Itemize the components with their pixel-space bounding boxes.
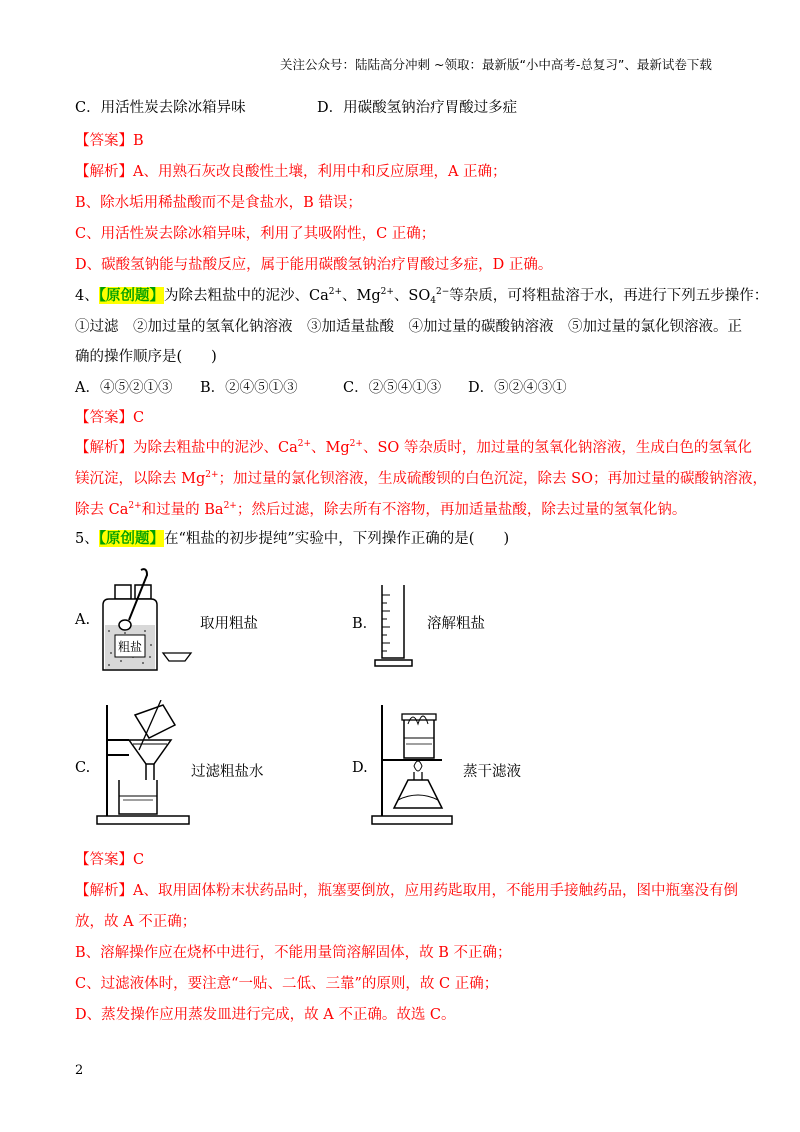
q3-analysis-c: C、用活性炭去除冰箱异味，利用了其吸附性，C 正确；: [75, 226, 436, 242]
page-header: 关注公众号：陆陆高分冲刺 ~领取：最新版“小中高考-总复习”、最新试卷下载: [280, 57, 712, 72]
q5-analysis-b: B、溶解操作应在烧杯中进行，不能用量筒溶解固体，故 B 不正确；: [75, 945, 512, 961]
q5-analysis-line1b: 放，故 A 不正确；: [75, 914, 197, 930]
q4-answer: 【答案】C: [75, 410, 145, 426]
evaporation-setup-figure: [368, 700, 458, 830]
page-number: 2: [75, 1063, 84, 1078]
q5-option-d-label: D.: [352, 760, 368, 776]
q4-analysis-line3: 除去 $Ca^{2+}$和过量的 $Ba^{2+}$；然后过滤，除去所有不溶物，再加适量盐酸，除去过量的氢氧化钠。: [75, 501, 687, 518]
q4-stem-end: 确的操作顺序是( ): [75, 349, 217, 365]
analysis-tag: 【解析】: [75, 164, 133, 180]
q4-analysis-line2: 镁沉淀，以除去 $Mg^{2+}$；加过量的氯化钡溶液，生成硫酸钡的白色沉淀，除去 SO；再加过量的碳酸钠溶液，: [75, 470, 767, 487]
q4-option-b: B．②④⑤①③: [200, 380, 298, 396]
q3-option-d: D．用碳酸氢钠治疗胃酸过多症: [317, 100, 518, 116]
q5-option-a-label: A.: [75, 612, 91, 628]
q5-analysis-c: C、过滤液体时，要注意“一贴、二低、三靠”的原则，故 C 正确；: [75, 976, 499, 992]
reagent-jar-figure: [95, 565, 205, 680]
q5-option-b-caption: 溶解粗盐: [427, 616, 485, 632]
q3-answer: 【答案】B: [75, 133, 144, 149]
q5-analysis-line1: 【解析】A、取用固体粉末状药品时，瓶塞要倒放，应用药匙取用，不能用手接触药品，图中瓶塞没有倒: [75, 883, 738, 899]
q3-option-c: C．用活性炭去除冰箱异味: [75, 100, 246, 116]
q4-option-c: C．②⑤④①③: [343, 380, 442, 396]
original-question-tag: 【原创题】: [98, 530, 164, 547]
q3-analysis-b: B、除水垢用稀盐酸而不是食盐水，B 错误；: [75, 195, 362, 211]
q5-option-c-caption: 过滤粗盐水: [191, 764, 264, 780]
filtration-setup-figure: [95, 700, 195, 830]
q5-answer: 【答案】C: [75, 852, 145, 868]
q4-option-a: A．④⑤②①③: [75, 380, 173, 396]
q4-option-d: D．⑤②④③①: [468, 380, 567, 396]
q5-option-a-caption: 取用粗盐: [200, 616, 258, 632]
q4-steps: ①过滤 ②加过量的氢氧化钠溶液 ③加适量盐酸 ④加过量的碳酸钠溶液 ⑤加过量的氯化钡溶液。正: [75, 319, 742, 335]
q4-stem: 4、【原创题】为除去粗盐中的泥沙、$Ca^{2+}$、$Mg^{2+}$、$SO_4^{2-}$等杂质，可将粗盐溶于水，再进行下列五步操作：: [75, 287, 769, 306]
q5-option-c-label: C.: [75, 760, 91, 776]
q5-option-b-label: B．: [352, 616, 378, 632]
q4-analysis-line1: 【解析】为除去粗盐中的泥沙、$Ca^{2+}$、$Mg^{2+}$、SO 等杂质时，加过量的氢氧化钠溶液，生成白色的氢氧化: [75, 439, 752, 456]
q3-analysis-d: D、碳酸氢钠能与盐酸反应，属于能用碳酸氢钠治疗胃酸过多症，D 正确。: [75, 257, 553, 273]
graduated-cylinder-figure: [370, 580, 420, 670]
q5-analysis-d: D、蒸发操作应用蒸发皿进行完成，故 A 不正确。故选 C。: [75, 1007, 456, 1023]
q3-analysis-a: 【解析】A、用熟石灰改良酸性土壤，利用中和反应原理，A 正确；: [75, 164, 507, 180]
original-question-tag: 【原创题】: [98, 287, 164, 304]
jar-label: 粗盐: [117, 640, 143, 654]
q5-option-d-caption: 蒸干滤液: [463, 764, 521, 780]
q5-stem: 5、【原创题】在“粗盐的初步提纯”实验中，下列操作正确的是( ): [75, 530, 510, 547]
